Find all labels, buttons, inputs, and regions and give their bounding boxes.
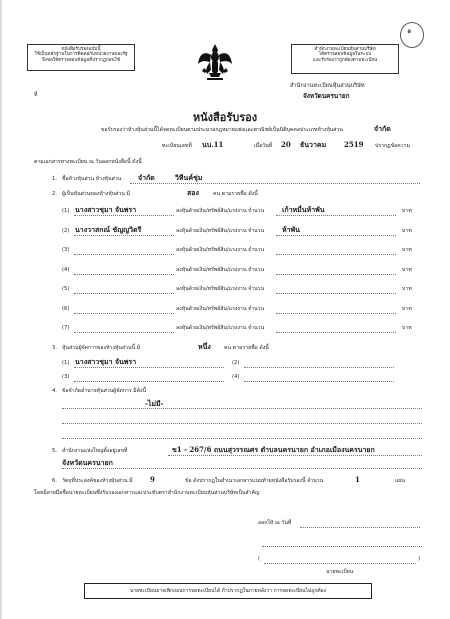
section-1-label: ชื่อห้างหุ้นส่วน ห้างหุ้นส่วน — [62, 176, 122, 182]
dotted-line — [74, 254, 174, 255]
registration-number: นบ.11 — [202, 140, 224, 149]
registrar-province: จังหวัดนครนายก — [303, 92, 350, 100]
section-6-label: วัตถุที่ประสงค์ของห้างหุ้นส่วน มี — [62, 478, 133, 484]
dotted-line — [130, 183, 420, 184]
section-6-number: 6. — [52, 478, 57, 484]
section-6-label-tail: แผ่น — [395, 478, 405, 484]
section-6-label-mid: ข้อ ดังปรากฏในสำเนาเอกสารแนบท้ายหนังสือรับรองนี้ จำนวน — [185, 478, 324, 484]
scan-edge — [0, 0, 2, 619]
registrar-name-line — [264, 563, 416, 564]
manager-count: หนึ่ง — [198, 342, 211, 351]
issue-date-label: ออกให้ ณ วันที่ — [258, 520, 292, 526]
partner-contribution-unit: บาท — [402, 286, 412, 292]
section-2-label-tail: คน ตามรายชื่อ ดังนี้ — [213, 191, 258, 197]
partner-contribution-label: ลงหุ้นด้วยเงิน/ทรัพย์สิน/แรงงาน จำนวน — [176, 305, 264, 312]
section-3-label-tail: คน ตามรายชื่อ ดังนี้ — [224, 345, 269, 351]
intro-line-1: ขอรับรองว่าห้างหุ้นส่วนนี้ได้จดทะเบียนตามประมวลกฎหมายแพ่งและพาณิชย์เป็นนิติบุคคลประเภทห้างหุ้นส่วน — [101, 127, 343, 133]
registration-month: ธันวาคม — [300, 140, 327, 149]
manager-row-number: (2) — [232, 360, 240, 366]
dotted-line — [62, 423, 422, 424]
partner-contribution-unit: บาท — [402, 247, 412, 253]
garuda-emblem-icon — [197, 42, 233, 84]
dotted-line — [74, 293, 174, 294]
document-title: หนังสือรับรอง — [192, 111, 258, 124]
header-right-line: และรับรองว่าถูกต้องตามทะเบียน — [312, 57, 378, 63]
dotted-line — [62, 438, 422, 439]
dotted-line — [74, 313, 174, 314]
section-1-number: 1. — [52, 176, 57, 182]
dotted-line — [276, 332, 396, 333]
dotted-line — [74, 332, 174, 333]
partner-contribution-label: ลงหุ้นด้วยเงิน/ทรัพย์สิน/แรงงาน จำนวน — [176, 266, 264, 273]
partner-contribution-label: ลงหุ้นด้วยเงิน/ทรัพย์สิน/แรงงาน จำนวน — [176, 227, 264, 234]
partner-contribution-unit: บาท — [402, 227, 412, 234]
partner-count: สอง — [187, 188, 199, 197]
dotted-line — [62, 408, 422, 409]
header-right-notice-box — [291, 44, 399, 74]
manager-row-number: (1) — [62, 360, 70, 366]
partner-row-number: (4) — [62, 266, 70, 273]
partner-contribution-amount: ห้าพัน — [282, 224, 300, 234]
header-right-line: สำนักงานทะเบียนหุ้นส่วนบริษัท — [314, 47, 376, 52]
header-left-line: จึงขอให้ตรวจสอบข้อมูลที่ปรากฏก่อนใช้ — [42, 57, 120, 63]
section-4-number: 4. — [52, 388, 57, 394]
intro-line-3: ตามเอกสารทางทะเบียน ณ วันออกหนังสือนี้ ดังนี้ — [34, 159, 142, 165]
partner-name: นางวาสกณ์ ชัญญวิตรี — [75, 224, 142, 234]
header-right-line: ได้ตรวจสอบข้อมูลในระบบ — [318, 52, 372, 58]
section-3-label: หุ้นส่วนผู้จัดการของห้างหุ้นส่วนนี้ มี — [62, 345, 141, 351]
registration-year: 2519 — [344, 140, 364, 149]
dotted-line — [244, 367, 394, 368]
partner-name: นางสาวชุมา จันพรา — [75, 205, 137, 214]
dotted-line — [168, 455, 422, 456]
partner-contribution-label: ลงหุ้นด้วยเงิน/ทรัพย์สิน/แรงงาน จำนวน — [176, 247, 264, 253]
dotted-line — [300, 527, 420, 528]
registrar-role: นายทะเบียน — [326, 569, 354, 575]
partner-contribution-unit: บาท — [402, 208, 412, 214]
dotted-line — [62, 468, 422, 469]
footer-note: นายทะเบียนอาจเพิกถอนการจดทะเบียนได้ ถ้าปรากฏในภายหลังว่า การจดทะเบียนไม่ถูกต้อง — [129, 588, 327, 594]
dotted-line — [276, 313, 396, 314]
signature-open-paren: ( — [258, 556, 261, 562]
dotted-line — [74, 381, 224, 382]
partner-contribution-unit: บาท — [402, 266, 412, 273]
dotted-line — [74, 274, 174, 275]
signature-close-paren: ) — [418, 556, 421, 562]
registration-date-label: เมื่อวันที่ — [254, 143, 273, 149]
dotted-line — [74, 215, 174, 216]
intro-line-2-tail: ปรากฏข้อความ — [375, 143, 410, 149]
section-2-label: ผู้เป็นหุ้นส่วนของห้างหุ้นส่วน มี — [62, 191, 130, 197]
dotted-line — [74, 235, 174, 236]
partnership-name-type: จำกัด — [138, 173, 155, 182]
header-left-notice-box — [27, 44, 135, 71]
manager-row-number: (4) — [232, 374, 240, 380]
footer-note-box — [84, 583, 372, 599]
partner-contribution-label: ลงหุ้นด้วยเงิน/ทรัพย์สิน/แรงงาน จำนวน — [176, 325, 264, 331]
header-left-line: หนังสือรับรองฉบับนี้ — [61, 47, 101, 52]
partnership-type: จำกัด — [374, 124, 391, 133]
dotted-line — [244, 381, 394, 382]
partner-contribution-unit: บาท — [402, 325, 412, 331]
partner-row-number: (3) — [62, 247, 70, 253]
document-number-label: ที่ — [34, 92, 38, 98]
partner-row-number: (1) — [62, 208, 70, 214]
partner-row-number: (7) — [62, 325, 70, 331]
section-6-line-2: โดยมีลายมือชื่อนายทะเบียนซึ่งรับรองเอกสารและประทับตราสำนักงานทะเบียนหุ้นส่วนบริษัทเป็นสำคัญ — [34, 490, 260, 496]
partner-row-number: (2) — [62, 227, 70, 234]
partner-contribution-unit: บาท — [402, 305, 412, 312]
head-office-province: จังหวัดนครนายก — [62, 458, 113, 467]
objectives-count: 9 — [150, 475, 155, 484]
section-3-number: 3. — [52, 345, 57, 351]
header-left-line: ใช้เป็นหลักฐานในการติดต่อกับหน่วยงานของรัฐ — [34, 52, 128, 58]
dotted-line — [276, 274, 396, 275]
partner-row-number: (5) — [62, 286, 70, 292]
manager-restriction-value: -ไม่มี- — [145, 399, 164, 408]
section-5-number: 5. — [52, 448, 57, 454]
dotted-line — [276, 293, 396, 294]
section-4-label: ข้อจำกัดอำนาจหุ้นส่วนผู้จัดการ มีดังนี้ — [62, 388, 147, 394]
page-mark-circle — [400, 22, 424, 48]
dotted-line — [276, 254, 396, 255]
manager-name: นางสาวชุมา จันพรา — [75, 357, 137, 366]
attachment-page-count: 1 — [355, 475, 360, 484]
partner-contribution-label: ลงหุ้นด้วยเงิน/ทรัพย์สิน/แรงงาน จำนวน — [176, 286, 264, 292]
dotted-line — [276, 235, 396, 236]
partner-contribution-amount: เก้าหมื่นห้าพัน — [282, 205, 325, 214]
partner-contribution-label: ลงหุ้นด้วยเงิน/ทรัพย์สิน/แรงงาน จำนวน — [176, 208, 264, 214]
manager-row-number: (3) — [62, 374, 70, 380]
page-mark: ๑ — [407, 27, 412, 35]
section-2-number: 2. — [52, 191, 57, 197]
registration-label: ทะเบียนเลขที่ — [162, 143, 192, 149]
partner-row-number: (6) — [62, 305, 70, 312]
section-5-label: สำนักงานแห่งใหญ่ตั้งอยู่เลขที่ — [62, 448, 128, 454]
dotted-line — [74, 367, 224, 368]
partnership-name: วิหีนค์ชุ่ม — [175, 173, 203, 182]
registrar-office: สำนักงานทะเบียนหุ้นส่วนบริษัท — [290, 83, 365, 89]
registration-day: 20 — [281, 140, 291, 149]
dotted-line — [276, 215, 396, 216]
head-office-address: ข1 - 267/6 ถนนสุวรรณศร ตำบลนครนายก อำเภอเมืองนครนายก — [172, 445, 375, 454]
signature-line — [262, 546, 422, 547]
